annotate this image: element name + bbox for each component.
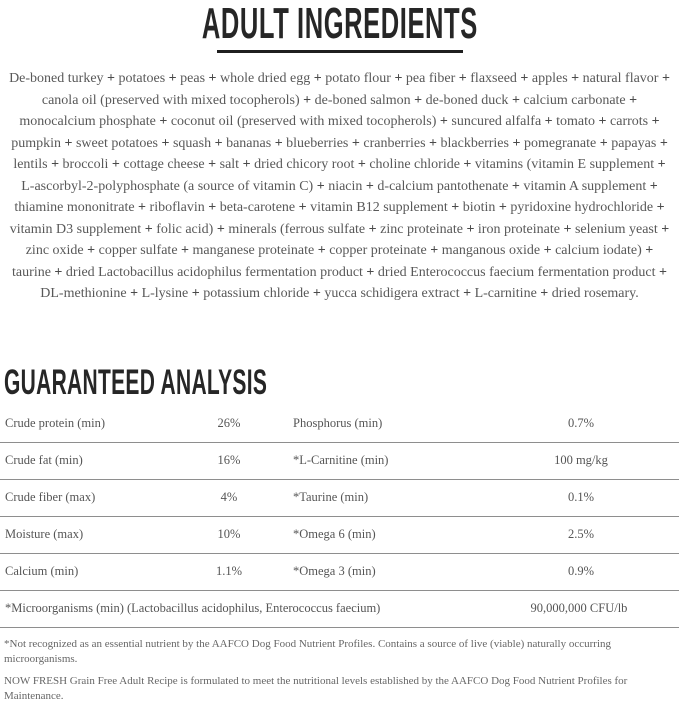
plus-separator: + (511, 178, 520, 194)
guaranteed-analysis-title: GUARANTEED ANALYSIS (4, 362, 268, 402)
analysis-section-header (0, 362, 679, 403)
plus-separator: + (216, 221, 225, 237)
row-value: 16% (217, 453, 241, 467)
plus-separator: + (208, 157, 217, 172)
row-label: Crude protein (min) (5, 416, 105, 430)
plus-separator: + (351, 135, 360, 151)
plus-separator: + (138, 200, 147, 215)
plus-separator: + (512, 135, 521, 151)
plus-separator: + (656, 200, 665, 215)
row-value: 2.5% (567, 527, 595, 541)
row-value: 100 mg/kg (554, 453, 608, 467)
plus-separator: + (87, 243, 96, 258)
plus-separator: + (64, 135, 73, 151)
plus-separator: + (181, 243, 190, 258)
plus-separator: + (429, 135, 438, 151)
plus-separator: + (520, 71, 529, 86)
plus-separator: + (599, 135, 608, 151)
row-label: Crude fiber (max) (5, 490, 96, 504)
plus-separator: + (543, 243, 552, 258)
plus-separator: + (658, 264, 667, 280)
plus-separator: + (563, 221, 572, 237)
plus-separator: + (661, 71, 670, 86)
row-value: 0.9% (567, 564, 595, 578)
plus-separator: + (498, 200, 507, 215)
row-label: Calcium (min) (5, 564, 79, 578)
row-value: 1.1% (215, 564, 243, 578)
footnote-asterisk: *Not recognized as an essential nutrient by the AAFCO Dog Food Nutrient Profiles. Contains a source of live (viable) naturally occurring microorganisms. (4, 637, 611, 665)
row-label: *L-Carnitine (min) (293, 453, 389, 467)
plus-separator: + (130, 286, 139, 301)
row-value: 10% (217, 527, 241, 541)
plus-separator: + (366, 264, 375, 280)
plus-separator: + (463, 286, 472, 301)
plus-separator: + (191, 286, 200, 301)
ingredients-text: De-boned turkey + potatoes + peas + whole dried egg + potato flour + pea fiber + flaxseed + apples + natural flavor + canola oil (preserved with mixed tocopherols) + de-boned salmon + de-boned duck + calcium carbonate + monocalcium phosphate + coconut oil (preserved with mixed tocopherols) + suncured alfalfa + tomato + carrots + pumpkin + sweet potatoes + squash + bananas + blueberries + cranberries + blackberries + pomegranate + papayas + lentils + broccoli + cottage cheese + salt + dried chicory root + choline chloride + vitamins (vitamin E supplement + L-ascorbyl-2-polyphosphate (a source of vitamin C) + niacin + d-calcium pantothenate + vitamin A supplement + thiamine mononitrate + riboflavin + beta-carotene + vitamin B12 supplement + biotin + pyridoxine hydrochloride + vitamin D3 supplement + folic acid) + minerals (ferrous sulfate + zinc proteinate + iron proteinate + selenium yeast + zinc oxide + copper sulfate + manganese proteinate + copper proteinate + manganous oxide + calcium iodate) + taurine + dried Lactobacillus acidophilus fermentation product + dried Enterococcus faecium fermentation product + DL-methionine + L-lysine + potassium chloride + yucca schidigera extract + L-carnitine + dried rosemary. (9, 71, 670, 301)
row-label: Moisture (max) (5, 527, 84, 541)
table-row (0, 406, 679, 443)
plus-separator: + (316, 178, 325, 194)
plus-separator: + (214, 135, 223, 151)
plus-separator: + (208, 71, 217, 86)
row-label: Phosphorus (min) (293, 416, 383, 430)
footnote-formulation: NOW FRESH Grain Free Adult Recipe is formulated to meet the nutritional levels established by the AAFCO Dog Food Nutrient Profiles for Maintenance. (4, 674, 628, 702)
row-label: *Microorganisms (min) (Lactobacillus acidophilus, Enterococcus faecium) (5, 601, 381, 615)
plus-separator: + (649, 178, 658, 194)
plus-separator: + (107, 71, 116, 86)
plus-separator: + (540, 286, 549, 301)
microorganisms-row (0, 591, 679, 628)
plus-separator: + (208, 200, 217, 215)
plus-separator: + (111, 157, 120, 172)
plus-separator: + (466, 221, 475, 237)
plus-separator: + (439, 114, 448, 129)
plus-separator: + (159, 114, 168, 129)
plus-separator: + (463, 157, 472, 172)
plus-separator: + (317, 243, 326, 258)
plus-separator: + (571, 71, 580, 86)
plus-separator: + (161, 135, 170, 151)
plus-separator: + (298, 200, 307, 215)
row-label: *Omega 6 (min) (293, 527, 376, 541)
row-label: *Taurine (min) (293, 490, 369, 504)
plus-separator: + (645, 243, 654, 258)
plus-separator: + (659, 135, 668, 151)
row-label: *Omega 3 (min) (293, 564, 376, 578)
plus-separator: + (430, 243, 439, 258)
plus-separator: + (144, 221, 153, 237)
row-value: 4% (220, 490, 238, 504)
plus-separator: + (168, 71, 177, 86)
table-row (0, 480, 679, 517)
table-row (0, 443, 679, 480)
plus-separator: + (651, 114, 660, 129)
plus-separator: + (54, 264, 63, 280)
plus-separator: + (451, 200, 460, 215)
plus-separator: + (274, 135, 283, 151)
ingredients-section-header (0, 2, 679, 48)
plus-separator: + (657, 157, 666, 172)
row-value: 0.1% (567, 490, 595, 504)
plus-separator: + (313, 71, 322, 86)
row-label: Crude fat (min) (5, 453, 83, 467)
plus-separator: + (394, 71, 403, 86)
plus-separator: + (458, 71, 467, 86)
row-value: 0.7% (567, 416, 595, 430)
plus-separator: + (661, 221, 670, 237)
row-value: 90,000,000 CFU/lb (530, 601, 628, 615)
page-title: ADULT INGREDIENTS (201, 0, 478, 48)
plus-separator: + (312, 286, 321, 301)
plus-separator: + (303, 92, 312, 108)
table-row (0, 554, 679, 591)
plus-separator: + (598, 114, 607, 129)
plus-separator: + (242, 157, 251, 172)
table-row (0, 517, 679, 554)
plus-separator: + (511, 92, 520, 108)
plus-separator: + (357, 157, 366, 172)
plus-separator: + (629, 92, 638, 108)
guaranteed-analysis-table (0, 406, 679, 628)
title-underline (217, 50, 463, 53)
plus-separator: + (368, 221, 377, 237)
plus-separator: + (365, 178, 374, 194)
plus-separator: + (414, 92, 423, 108)
footnotes (0, 637, 679, 704)
plus-separator: + (544, 114, 553, 129)
plus-separator: + (51, 157, 60, 172)
row-value: 26% (217, 416, 241, 430)
